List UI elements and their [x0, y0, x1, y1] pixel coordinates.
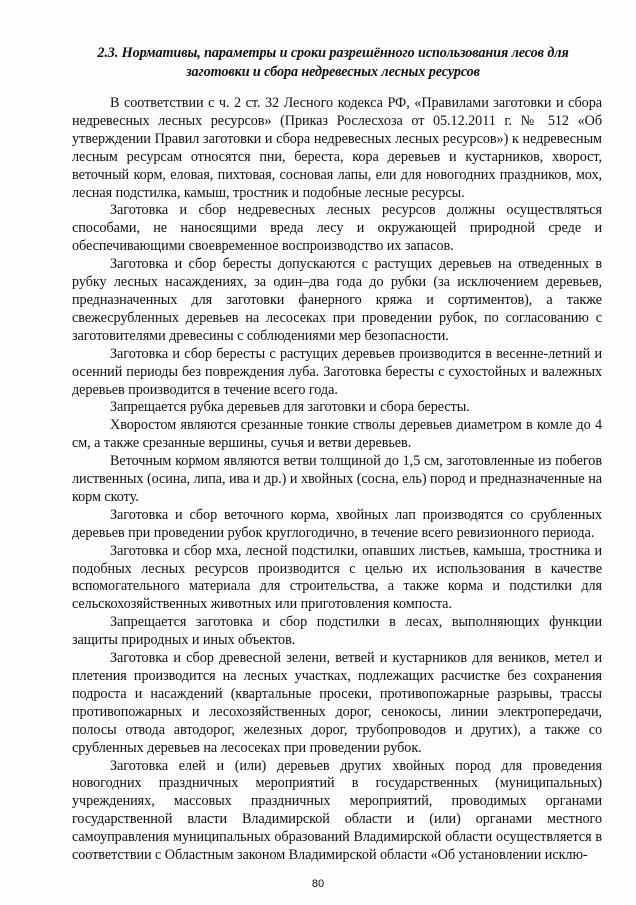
paragraph: Заготовка и сбор бересты допускаются с растущих деревьев на отведенных в рубку лесных насаждениях, за один–два года до рубки (за исключением деревьев, предназначенных для заготовки фанерного кряжа и сортиментов), а также свежесрубленных деревьев на лесосеках при проведении рубок, по согласованию с заготовителями древесины с соблюдениями мер безопасности. — [72, 256, 602, 344]
paragraph: Заготовка и сбор веточного корма, хвойных лап производятся со срубленных деревьев при проведении рубок круглогодично, в течение всего ревизионного периода. — [72, 506, 602, 541]
paragraph: Запрещается заготовка и сбор подстилки в лесах, выполняющих функции защиты природных и иных объектов. — [72, 614, 602, 649]
body-text — [72, 95, 602, 865]
paragraph: Заготовка елей и (или) деревьев других хвойных пород для проведения новогодних праздничных мероприятий в государственных (муниципальных) учреждениях, массовых праздничных мероприятий, проводимых органами государственной власти Владимирской области и (или) органами местного самоуправления муниципальных образований Владимирской области осуществляется в соответствии с Областным законом Владимирской области «Об установлении исклю- — [72, 757, 602, 864]
paragraph: Хворостом являются срезанные тонкие стволы деревьев диаметром в комле до 4 см, а также срезанные вершины, сучья и ветви деревьев. — [72, 417, 602, 452]
section-heading: 2.3. Нормативы, параметры и сроки разрешённого использования лесов для заготовки и сбора недревесных лесных ресурсов — [97, 45, 569, 80]
page-number: 80 — [311, 878, 325, 890]
paragraph: Запрещается рубка деревьев для заготовки и сбора бересты. — [110, 399, 470, 416]
paragraph: Заготовка и сбор мха, лесной подстилки, опавших листьев, камыша, тростника и подобных лесных ресурсов производится с целью их использования в качестве вспомогательного материала для строительства, а также корма и подстилки для сельскохозяйственных животных или приготовления компоста. — [72, 542, 602, 613]
paragraph: В соответствии с ч. 2 ст. 32 Лесного кодекса РФ, «Правилами заготовки и сбора недревесных лесных ресурсов» (Приказ Рослесхоза от 05.12.2011 г. № 512 «Об утверждении Правил заготовки и сбора недревесных лесных ресурсов») к недревесным лесным ресурсам относятся пни, береста, кора деревьев и кустарников, хворост, веточный корм, еловая, пихтовая, сосновая лапы, ели для новогодних праздников, мох, лесная подстилка, камыш, тростник и подобные лесные ресурсы. — [72, 95, 602, 201]
paragraph: Заготовка и сбор древесной зелени, ветвей и кустарников для веников, метел и плетения производится на лесных участках, подлежащих расчистке без сохранения подроста и насаждений (квартальные просеки, противопожарные разрывы, трассы противопожарных и лесохозяйственных дорог, сенокосы, линии электропередачи, полосы отвода автодорог, железных дорог, трубопроводов и других), а также со срубленных деревьев на лесосеках при проведении рубок. — [72, 650, 602, 756]
paragraph: Веточным кормом являются ветви толщиной до 1,5 см, заготовленные из побегов лиственных (осина, липа, ива и др.) и хвойных (сосна, ель) пород и предназначенные на корм скоту. — [72, 453, 602, 505]
paragraph: Заготовка и сбор бересты с растущих деревьев производится в весенне-летний и осенний периоды без повреждения луба. Заготовка бересты с сухостойных и валежных деревьев производится в течение всего года. — [72, 345, 602, 398]
paragraph: Заготовка и сбор недревесных лесных ресурсов должны осуществляться способами, не наносящими вреда лесу и окружающей природной среде и обеспечивающими своевременное воспроизводство их запасов. — [72, 202, 602, 255]
